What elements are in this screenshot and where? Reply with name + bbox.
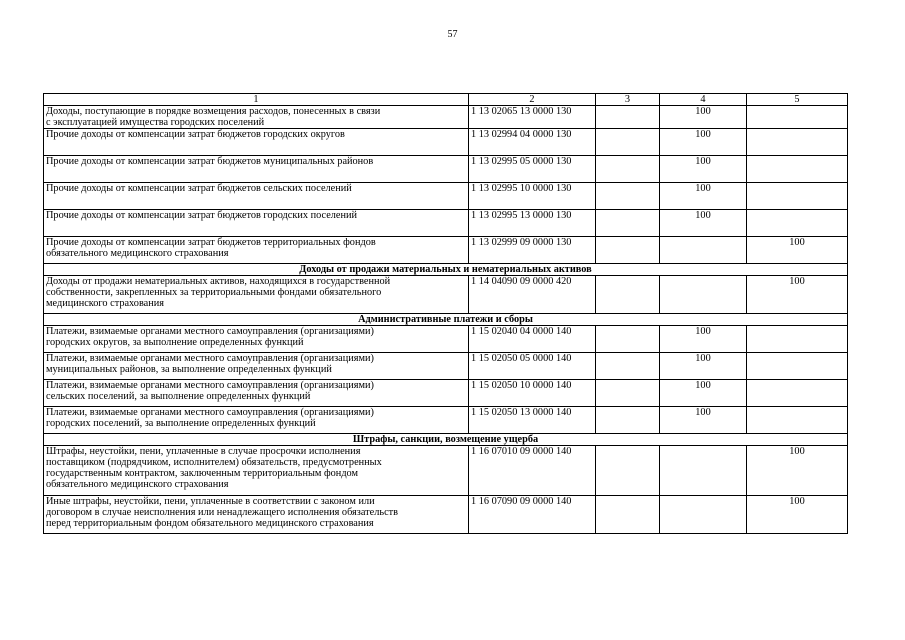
row-col-3 (596, 156, 660, 183)
budget-table (43, 93, 848, 534)
section-title: Доходы от продажи материальных и нематериальных активов (44, 264, 848, 276)
row-code: 1 15 02050 10 0000 140 (469, 380, 596, 407)
row-col-3 (596, 129, 660, 156)
row-col-4 (660, 237, 747, 264)
row-col-3 (596, 183, 660, 210)
row-code: 1 13 02994 04 0000 130 (469, 129, 596, 156)
row-code: 1 15 02050 05 0000 140 (469, 353, 596, 380)
row-col-4: 100 (660, 380, 747, 407)
row-name: Прочие доходы от компенсации затрат бюджетов городских поселений (44, 210, 469, 237)
row-col-3 (596, 496, 660, 534)
row-col-5 (747, 380, 848, 407)
row-col-3 (596, 446, 660, 496)
row-col-3 (596, 106, 660, 129)
table-row (44, 237, 848, 264)
row-col-4: 100 (660, 183, 747, 210)
row-name: Прочие доходы от компенсации затрат бюджетов муниципальных районов (44, 156, 469, 183)
section-title: Административные платежи и сборы (44, 314, 848, 326)
row-code: 1 16 07010 09 0000 140 (469, 446, 596, 496)
row-col-3 (596, 326, 660, 353)
row-name: Платежи, взимаемые органами местного самоуправления (организациями) городских поселений, за выполнение определенных функций (44, 407, 469, 434)
row-col-4: 100 (660, 129, 747, 156)
header-row (44, 94, 848, 106)
row-code: 1 15 02040 04 0000 140 (469, 326, 596, 353)
row-code: 1 13 02995 05 0000 130 (469, 156, 596, 183)
table-row (44, 380, 848, 407)
table-row (44, 106, 848, 129)
row-col-5 (747, 353, 848, 380)
row-col-4: 100 (660, 156, 747, 183)
row-col-4: 100 (660, 326, 747, 353)
row-col-5 (747, 183, 848, 210)
table-row (44, 353, 848, 380)
section-row (44, 264, 848, 276)
row-col-5 (747, 106, 848, 129)
row-col-5: 100 (747, 276, 848, 314)
table-row (44, 407, 848, 434)
row-col-4 (660, 276, 747, 314)
row-col-3 (596, 237, 660, 264)
row-col-5: 100 (747, 496, 848, 534)
row-col-3 (596, 407, 660, 434)
row-col-5 (747, 407, 848, 434)
row-code: 1 14 04090 09 0000 420 (469, 276, 596, 314)
row-name: Платежи, взимаемые органами местного самоуправления (организациями) сельских поселений, за выполнение определенных функций (44, 380, 469, 407)
row-name: Прочие доходы от компенсации затрат бюджетов городских округов (44, 129, 469, 156)
row-col-5 (747, 326, 848, 353)
row-name: Прочие доходы от компенсации затрат бюджетов территориальных фондов обязательного медицинского страхования (44, 237, 469, 264)
row-col-5 (747, 156, 848, 183)
table-row (44, 276, 848, 314)
row-name: Штрафы, неустойки, пени, уплаченные в случае просрочки исполнения поставщиком (подрядчиком, исполнителем) обязательств, предусмотренных государственным контрактом, заключенным территориальным фондом обязательного медицинского страхования (44, 446, 469, 496)
row-col-3 (596, 276, 660, 314)
row-code: 1 13 02999 09 0000 130 (469, 237, 596, 264)
table-row (44, 156, 848, 183)
column-header-2: 2 (469, 94, 596, 106)
row-name: Прочие доходы от компенсации затрат бюджетов сельских поселений (44, 183, 469, 210)
row-name: Платежи, взимаемые органами местного самоуправления (организациями) городских округов, за выполнение определенных функций (44, 326, 469, 353)
row-name: Иные штрафы, неустойки, пени, уплаченные в соответствии с законом или договором в случае неисполнения или ненадлежащего исполнения обязательств перед территориальным фондом обязательного медицинского страхования (44, 496, 469, 534)
row-col-5 (747, 129, 848, 156)
row-code: 1 15 02050 13 0000 140 (469, 407, 596, 434)
column-header-3: 3 (596, 94, 660, 106)
row-col-3 (596, 210, 660, 237)
row-code: 1 16 07090 09 0000 140 (469, 496, 596, 534)
row-col-5: 100 (747, 446, 848, 496)
row-col-4: 100 (660, 106, 747, 129)
row-name: Доходы от продажи нематериальных активов, находящихся в государственной собственности, закрепленных за территориальными фондами обязательного медицинского страхования (44, 276, 469, 314)
row-col-3 (596, 380, 660, 407)
section-title: Штрафы, санкции, возмещение ущерба (44, 434, 848, 446)
column-header-5: 5 (747, 94, 848, 106)
row-col-4: 100 (660, 353, 747, 380)
table-row (44, 129, 848, 156)
row-code: 1 13 02995 13 0000 130 (469, 210, 596, 237)
section-row (44, 434, 848, 446)
row-col-3 (596, 353, 660, 380)
row-code: 1 13 02995 10 0000 130 (469, 183, 596, 210)
row-col-4 (660, 446, 747, 496)
row-name: Платежи, взимаемые органами местного самоуправления (организациями) муниципальных районов, за выполнение определенных функций (44, 353, 469, 380)
row-name: Доходы, поступающие в порядке возмещения расходов, понесенных в связи с эксплуатацией имущества городских поселений (44, 106, 469, 129)
column-header-1: 1 (44, 94, 469, 106)
row-col-5: 100 (747, 237, 848, 264)
row-code: 1 13 02065 13 0000 130 (469, 106, 596, 129)
table-row (44, 496, 848, 534)
section-row (44, 314, 848, 326)
table-row (44, 446, 848, 496)
page-number: 57 (447, 29, 458, 40)
row-col-4: 100 (660, 210, 747, 237)
row-col-5 (747, 210, 848, 237)
row-col-4 (660, 496, 747, 534)
table-body (44, 94, 848, 534)
table-row (44, 210, 848, 237)
table-row (44, 183, 848, 210)
column-header-4: 4 (660, 94, 747, 106)
table-row (44, 326, 848, 353)
row-col-4: 100 (660, 407, 747, 434)
